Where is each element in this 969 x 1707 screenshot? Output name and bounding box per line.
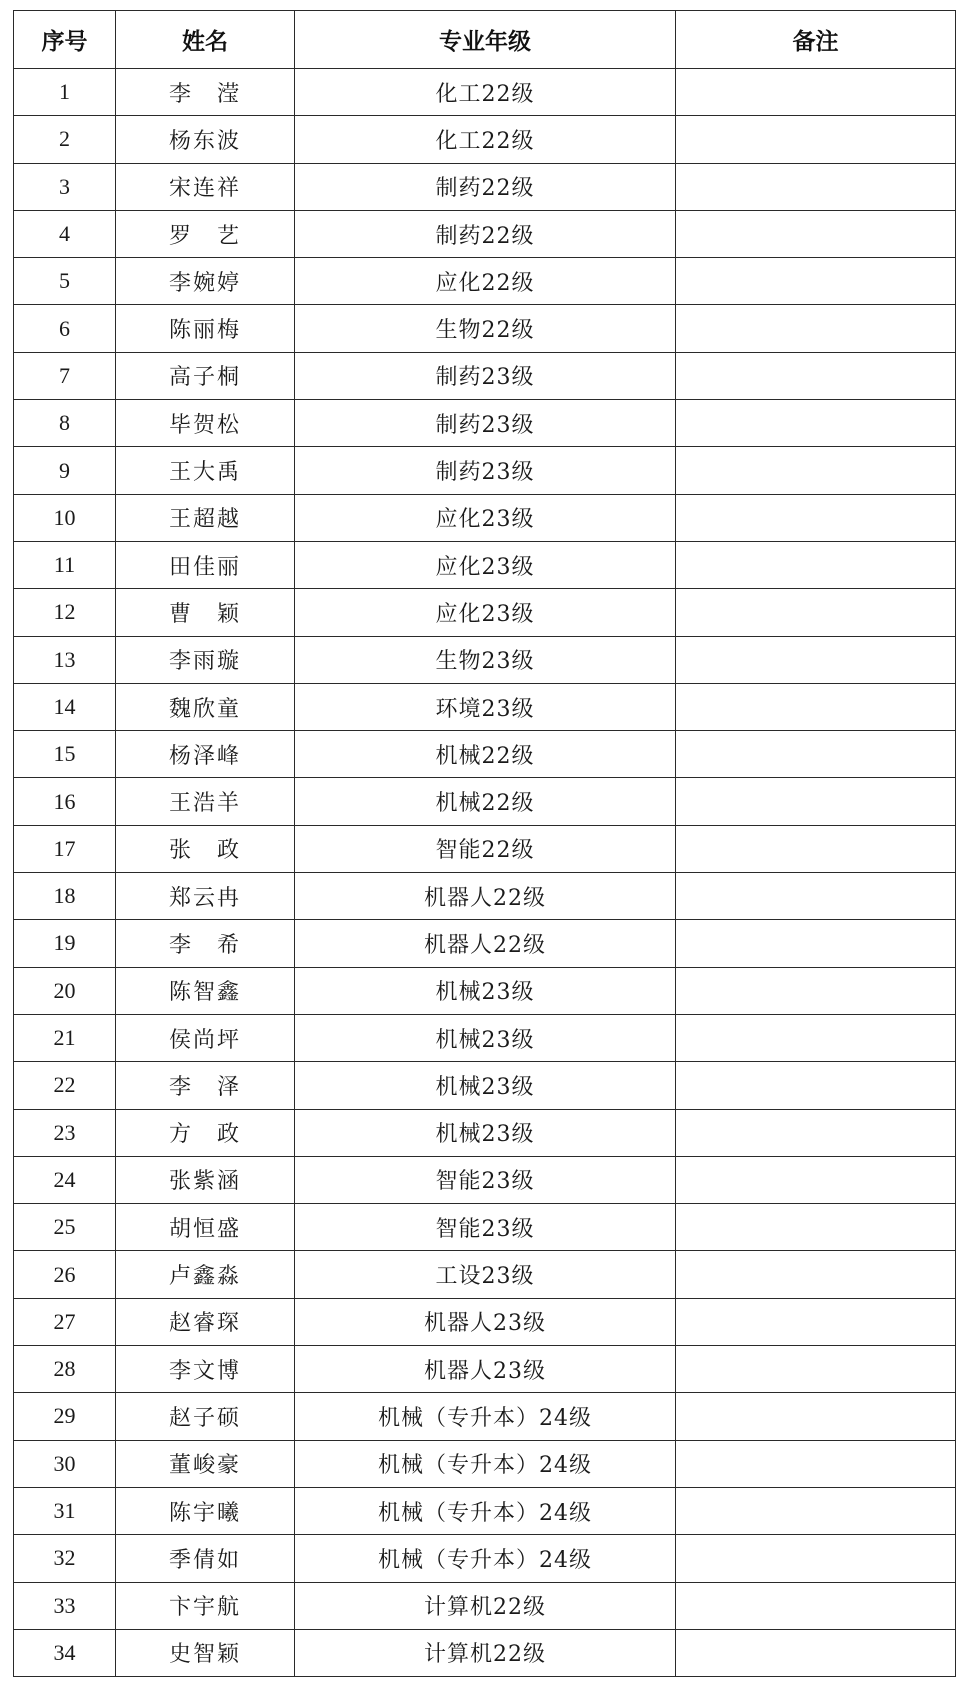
cell-remarks (676, 1204, 956, 1251)
cell-major-grade: 机器人22级 (295, 873, 676, 920)
cell-remarks (676, 636, 956, 683)
cell-name: 王浩羊 (116, 778, 295, 825)
cell-remarks (676, 683, 956, 730)
cell-remarks (676, 1109, 956, 1156)
cell-major-grade: 机械23级 (295, 1014, 676, 1061)
cell-remarks (676, 1629, 956, 1676)
cell-major-grade: 制药23级 (295, 447, 676, 494)
table-row (14, 541, 956, 588)
cell-remarks (676, 1440, 956, 1487)
cell-remarks (676, 778, 956, 825)
cell-name: 季倩如 (116, 1535, 295, 1582)
cell-name: 李文博 (116, 1346, 295, 1393)
cell-remarks (676, 305, 956, 352)
cell-remarks (676, 967, 956, 1014)
cell-number: 27 (14, 1298, 116, 1345)
cell-remarks (676, 920, 956, 967)
cell-major-grade: 计算机22级 (295, 1582, 676, 1629)
cell-major-grade: 制药23级 (295, 400, 676, 447)
cell-major-grade: 化工22级 (295, 116, 676, 163)
cell-name: 李婉婷 (116, 258, 295, 305)
cell-number: 10 (14, 494, 116, 541)
cell-major-grade: 智能22级 (295, 825, 676, 872)
column-header-number: 序号 (14, 11, 116, 69)
cell-major-grade: 智能23级 (295, 1204, 676, 1251)
cell-number: 7 (14, 352, 116, 399)
cell-name: 李雨璇 (116, 636, 295, 683)
table-row (14, 447, 956, 494)
cell-number: 33 (14, 1582, 116, 1629)
cell-name: 毕贺松 (116, 400, 295, 447)
cell-remarks (676, 589, 956, 636)
cell-major-grade: 制药22级 (295, 163, 676, 210)
cell-number: 23 (14, 1109, 116, 1156)
cell-number: 1 (14, 69, 116, 116)
table-row (14, 1629, 956, 1676)
cell-number: 26 (14, 1251, 116, 1298)
cell-name: 胡恒盛 (116, 1204, 295, 1251)
table-row (14, 589, 956, 636)
column-header-name: 姓名 (116, 11, 295, 69)
cell-major-grade: 工设23级 (295, 1251, 676, 1298)
table-row (14, 731, 956, 778)
roster-table (13, 10, 956, 1677)
cell-name: 董峻豪 (116, 1440, 295, 1487)
cell-number: 16 (14, 778, 116, 825)
cell-major-grade: 机械22级 (295, 778, 676, 825)
table-row (14, 1062, 956, 1109)
table-row (14, 400, 956, 447)
cell-name: 侯尚坪 (116, 1014, 295, 1061)
cell-major-grade: 应化22级 (295, 258, 676, 305)
table-row (14, 1535, 956, 1582)
cell-name: 田佳丽 (116, 541, 295, 588)
table-row (14, 1156, 956, 1203)
cell-name: 陈丽梅 (116, 305, 295, 352)
cell-number: 18 (14, 873, 116, 920)
table-row (14, 683, 956, 730)
cell-number: 11 (14, 541, 116, 588)
cell-name: 曹 颖 (116, 589, 295, 636)
cell-major-grade: 机器人23级 (295, 1298, 676, 1345)
column-header-major-grade: 专业年级 (295, 11, 676, 69)
cell-name: 王大禹 (116, 447, 295, 494)
cell-name: 李 泽 (116, 1062, 295, 1109)
cell-number: 9 (14, 447, 116, 494)
cell-remarks (676, 541, 956, 588)
cell-number: 19 (14, 920, 116, 967)
cell-major-grade: 机械23级 (295, 967, 676, 1014)
cell-number: 8 (14, 400, 116, 447)
cell-name: 陈宇曦 (116, 1487, 295, 1534)
cell-major-grade: 机器人23级 (295, 1346, 676, 1393)
cell-name: 李 希 (116, 920, 295, 967)
table-row (14, 967, 956, 1014)
cell-remarks (676, 731, 956, 778)
cell-remarks (676, 352, 956, 399)
cell-number: 34 (14, 1629, 116, 1676)
cell-name: 陈智鑫 (116, 967, 295, 1014)
cell-major-grade: 机械（专升本）24级 (295, 1440, 676, 1487)
cell-remarks (676, 1298, 956, 1345)
cell-remarks (676, 825, 956, 872)
cell-number: 25 (14, 1204, 116, 1251)
cell-name: 方 政 (116, 1109, 295, 1156)
cell-name: 罗 艺 (116, 210, 295, 257)
cell-major-grade: 应化23级 (295, 589, 676, 636)
cell-remarks (676, 210, 956, 257)
cell-name: 赵子硕 (116, 1393, 295, 1440)
table-row (14, 1204, 956, 1251)
table-row (14, 1346, 956, 1393)
cell-remarks (676, 163, 956, 210)
cell-major-grade: 机器人22级 (295, 920, 676, 967)
table-row (14, 1487, 956, 1534)
table-row (14, 825, 956, 872)
cell-remarks (676, 1014, 956, 1061)
column-header-remarks: 备注 (676, 11, 956, 69)
cell-remarks (676, 1393, 956, 1440)
table-row (14, 1582, 956, 1629)
cell-major-grade: 化工22级 (295, 69, 676, 116)
cell-remarks (676, 400, 956, 447)
table-row (14, 873, 956, 920)
cell-name: 赵睿琛 (116, 1298, 295, 1345)
table-row (14, 778, 956, 825)
cell-major-grade: 环境23级 (295, 683, 676, 730)
cell-number: 15 (14, 731, 116, 778)
cell-number: 2 (14, 116, 116, 163)
table-row (14, 1440, 956, 1487)
cell-major-grade: 机械22级 (295, 731, 676, 778)
table-row (14, 210, 956, 257)
cell-number: 3 (14, 163, 116, 210)
cell-remarks (676, 494, 956, 541)
cell-major-grade: 生物22级 (295, 305, 676, 352)
cell-major-grade: 机械（专升本）24级 (295, 1393, 676, 1440)
cell-remarks (676, 258, 956, 305)
cell-remarks (676, 1582, 956, 1629)
cell-major-grade: 机械（专升本）24级 (295, 1535, 676, 1582)
cell-remarks (676, 1251, 956, 1298)
table-row (14, 163, 956, 210)
cell-major-grade: 制药22级 (295, 210, 676, 257)
cell-name: 李 滢 (116, 69, 295, 116)
cell-number: 31 (14, 1487, 116, 1534)
cell-major-grade: 机械23级 (295, 1109, 676, 1156)
table-row (14, 1298, 956, 1345)
table-body (14, 69, 956, 1677)
cell-number: 28 (14, 1346, 116, 1393)
cell-major-grade: 机械（专升本）24级 (295, 1487, 676, 1534)
table-row (14, 69, 956, 116)
cell-remarks (676, 1156, 956, 1203)
cell-remarks (676, 447, 956, 494)
cell-name: 郑云冉 (116, 873, 295, 920)
cell-name: 王超越 (116, 494, 295, 541)
cell-name: 张紫涵 (116, 1156, 295, 1203)
table-row (14, 1014, 956, 1061)
cell-remarks (676, 1062, 956, 1109)
cell-number: 24 (14, 1156, 116, 1203)
cell-name: 杨东波 (116, 116, 295, 163)
cell-major-grade: 机械23级 (295, 1062, 676, 1109)
cell-major-grade: 生物23级 (295, 636, 676, 683)
cell-name: 张 政 (116, 825, 295, 872)
cell-number: 32 (14, 1535, 116, 1582)
cell-name: 宋连祥 (116, 163, 295, 210)
cell-number: 20 (14, 967, 116, 1014)
cell-remarks (676, 1535, 956, 1582)
cell-major-grade: 应化23级 (295, 494, 676, 541)
cell-number: 29 (14, 1393, 116, 1440)
cell-name: 高子桐 (116, 352, 295, 399)
cell-number: 30 (14, 1440, 116, 1487)
cell-number: 12 (14, 589, 116, 636)
cell-major-grade: 制药23级 (295, 352, 676, 399)
cell-number: 5 (14, 258, 116, 305)
cell-number: 17 (14, 825, 116, 872)
cell-number: 4 (14, 210, 116, 257)
cell-name: 杨泽峰 (116, 731, 295, 778)
table-row (14, 494, 956, 541)
table-row (14, 258, 956, 305)
table-row (14, 352, 956, 399)
table-row (14, 305, 956, 352)
cell-number: 14 (14, 683, 116, 730)
cell-number: 21 (14, 1014, 116, 1061)
cell-number: 13 (14, 636, 116, 683)
table-header (14, 11, 956, 69)
cell-name: 卢鑫淼 (116, 1251, 295, 1298)
header-row (14, 11, 956, 69)
cell-remarks (676, 1487, 956, 1534)
table-row (14, 1393, 956, 1440)
table-row (14, 636, 956, 683)
cell-name: 魏欣童 (116, 683, 295, 730)
cell-name: 卞宇航 (116, 1582, 295, 1629)
table-row (14, 116, 956, 163)
cell-remarks (676, 1346, 956, 1393)
cell-remarks (676, 69, 956, 116)
table-row (14, 920, 956, 967)
cell-name: 史智颖 (116, 1629, 295, 1676)
cell-major-grade: 应化23级 (295, 541, 676, 588)
cell-remarks (676, 116, 956, 163)
cell-major-grade: 计算机22级 (295, 1629, 676, 1676)
table-row (14, 1251, 956, 1298)
cell-remarks (676, 873, 956, 920)
cell-number: 6 (14, 305, 116, 352)
table-row (14, 1109, 956, 1156)
roster-sheet (13, 10, 955, 1677)
cell-major-grade: 智能23级 (295, 1156, 676, 1203)
cell-number: 22 (14, 1062, 116, 1109)
